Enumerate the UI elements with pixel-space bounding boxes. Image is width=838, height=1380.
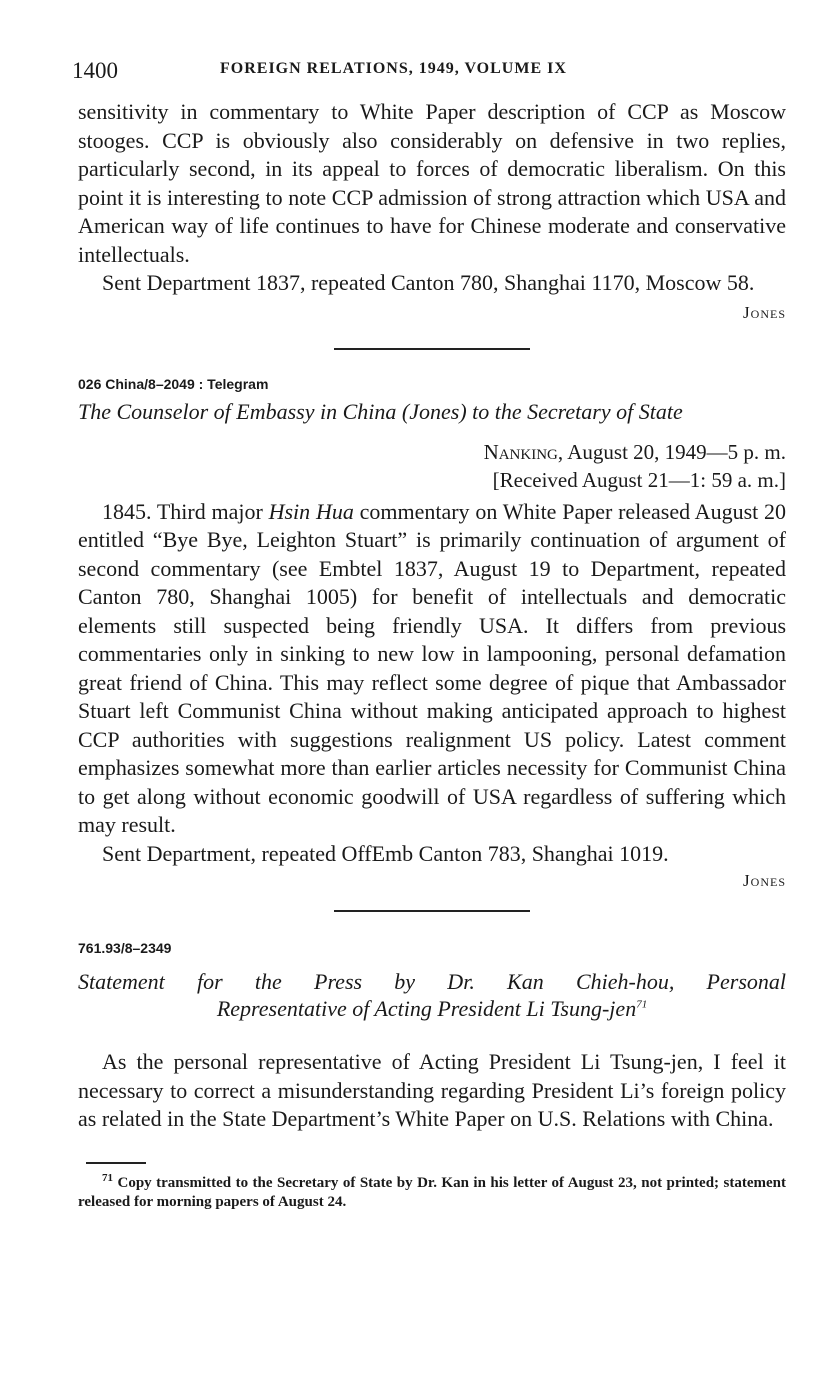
document-reference: 026 China/8–2049 : Telegram [78,375,269,392]
footnote-divider [86,1162,146,1164]
dateline-date: August 20, 1949—5 p. m. [563,439,786,464]
document-reference-2: 761.93/8–2349 [78,940,172,956]
sent-line-1: Sent Department 1837, repeated Canton 780, Shanghai 1170, Moscow 58. [102,270,755,295]
statement-title-line1: Statement for the Press by Dr. Kan Chieh-hou, Personal [78,969,786,994]
telegram-text: commentary on White Paper released August 20 entitled “Bye Bye, Leighton Stuart” is primarily continuation of argument of second commentary (see Embtel 1837, August 19 to Department, repeated Canton 780, Shanghai 1005) for benefit of intellectuals and democratic elements still suspected being friendly USA. It differs from previous commentaries only in sinking to new low in lampooning, personal defamation great friend of China. This may reflect some degree of pique that Ambassador Stuart left Communist China without making anticipated approach to highest CCP authorities with suggestions realignment US policy. Latest comment emphasizes somewhat more than earlier articles necessity for Communist China to get along without economic goodwill of USA regardless of suffering which may result. [78,498,787,837]
section-divider-2 [334,910,530,912]
hsin-hua-name: Hsin Hua [268,498,354,524]
sent-line-2: Sent Department, repeated OffEmb Canton 783, Shanghai 1019. [102,840,669,866]
dateline [78,438,786,466]
statement-title [78,968,786,1022]
signature-jones-1: Jones [743,302,786,322]
telegram-number: 1845. Third major [102,498,269,524]
document-page [72,52,787,1212]
statement-paragraph: As the personal representative of Acting President Li Tsung-jen, I feel it necessary to correct a misunderstanding regarding President Li’s foreign policy as related in the State Department’s White Paper on U.S. Relations with China. [78,1049,786,1131]
section-divider [334,348,530,350]
footnote-marker: 71 [102,1171,113,1184]
telegram-body [78,498,786,840]
signature-jones-2: Jones [743,871,786,890]
footnote [78,1171,786,1212]
received-line: [Received August 21—1: 59 a. m.] [492,467,786,492]
footnote-ref: 71 [636,998,648,1011]
running-title: FOREIGN RELATIONS, 1949, VOLUME IX [220,60,567,77]
telegram-title: The Counselor of Embassy in China (Jones) to the Secretary of State [78,398,683,424]
dateline-place: Nanking, [483,439,564,464]
running-header [72,52,786,86]
footnote-text: Copy transmitted to the Secretary of State by Dr. Kan in his letter of August 23, not printed; statement released for morning papers of August 24. [78,1174,786,1210]
page-number: 1400 [72,58,118,83]
statement-title-line2: Representative of Acting President Li Tsung-jen [216,996,637,1021]
continued-paragraph: sensitivity in commentary to White Paper description of CCP as Moscow stooges. CCP is obviously also considerably on defensive in two replies, particularly second, in its appeal to forces of democratic liberalism. On this point it is interesting to note CCP admission of strong attraction which USA and American way of life continues to have for Chinese moderate and conservative intellectuals. [78,99,786,267]
